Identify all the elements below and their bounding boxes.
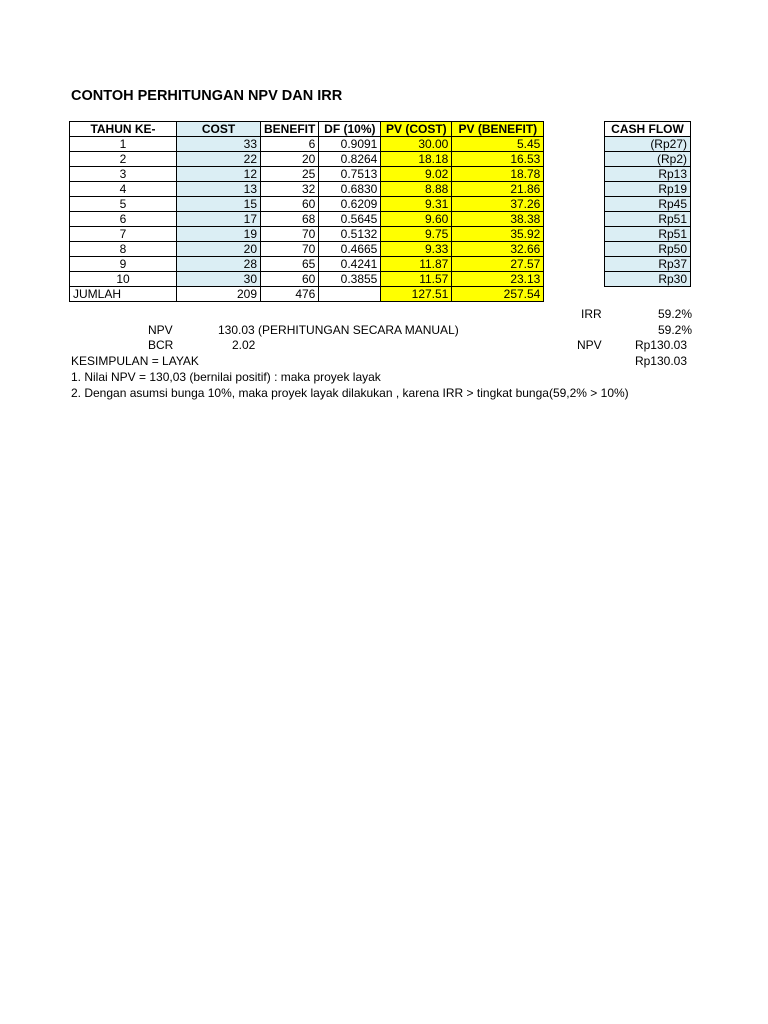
- cell-cost: 12: [177, 167, 261, 182]
- cash-flow-table: [604, 121, 691, 287]
- jumlah-pv-cost: 127.51: [381, 287, 452, 302]
- npv-right-value-2: Rp130.03: [634, 354, 687, 368]
- table-row: [70, 272, 544, 287]
- npv-right-label: NPV: [577, 338, 602, 352]
- cell-benefit: 25: [261, 167, 319, 182]
- cell-pv-benefit: 27.57: [452, 257, 544, 272]
- cell-pv-benefit: 32.66: [452, 242, 544, 257]
- cell-pv-benefit: 16.53: [452, 152, 544, 167]
- cell-df: 0.9091: [319, 137, 381, 152]
- cell-benefit: 60: [261, 272, 319, 287]
- irr-label: IRR: [581, 307, 602, 321]
- cell-tahun: 6: [70, 212, 177, 227]
- cell-pv-cost: 11.57: [381, 272, 452, 287]
- npv-right-value: Rp130.03: [634, 338, 687, 352]
- cell-pv-cost: 18.18: [381, 152, 452, 167]
- cell-cost: 13: [177, 182, 261, 197]
- npv-label: NPV: [148, 323, 173, 337]
- cell-pv-benefit: 21.86: [452, 182, 544, 197]
- cell-cash-flow: Rp19: [605, 182, 691, 197]
- cell-cash-flow: Rp37: [605, 257, 691, 272]
- cash-flow-row: [605, 167, 691, 182]
- cell-benefit: 70: [261, 227, 319, 242]
- cell-df: 0.7513: [319, 167, 381, 182]
- jumlah-pv-benefit: 257.54: [452, 287, 544, 302]
- cell-cash-flow: Rp30: [605, 272, 691, 287]
- cell-df: 0.4241: [319, 257, 381, 272]
- cell-cost: 30: [177, 272, 261, 287]
- table-row: [70, 257, 544, 272]
- cell-benefit: 20: [261, 152, 319, 167]
- cell-df: 0.6830: [319, 182, 381, 197]
- cash-flow-row: [605, 212, 691, 227]
- cell-tahun: 5: [70, 197, 177, 212]
- page-title: CONTOH PERHITUNGAN NPV DAN IRR: [71, 88, 343, 104]
- cell-cost: 33: [177, 137, 261, 152]
- cell-cash-flow: Rp51: [605, 212, 691, 227]
- cell-benefit: 6: [261, 137, 319, 152]
- cash-flow-row: [605, 272, 691, 287]
- jumlah-benefit: 476: [261, 287, 319, 302]
- table-row: [70, 242, 544, 257]
- table-row: [70, 227, 544, 242]
- cell-pv-benefit: 18.78: [452, 167, 544, 182]
- header-df: DF (10%): [319, 122, 381, 137]
- header-benefit: BENEFIT: [261, 122, 319, 137]
- cell-benefit: 32: [261, 182, 319, 197]
- cell-cash-flow: (Rp27): [605, 137, 691, 152]
- bcr-value: 2.02: [232, 338, 256, 352]
- cell-df: 0.6209: [319, 197, 381, 212]
- cash-flow-row: [605, 152, 691, 167]
- cell-benefit: 65: [261, 257, 319, 272]
- cell-tahun: 4: [70, 182, 177, 197]
- cell-cost: 19: [177, 227, 261, 242]
- table-row: [70, 197, 544, 212]
- cell-df: 0.4665: [319, 242, 381, 257]
- jumlah-df: [319, 287, 381, 302]
- table-row: [70, 182, 544, 197]
- cell-pv-cost: 9.02: [381, 167, 452, 182]
- cell-tahun: 1: [70, 137, 177, 152]
- jumlah-cost: 209: [177, 287, 261, 302]
- cell-cost: 17: [177, 212, 261, 227]
- irr-value-2: 59.2%: [657, 323, 692, 337]
- cash-flow-row: [605, 257, 691, 272]
- cell-pv-benefit: 37.26: [452, 197, 544, 212]
- cell-benefit: 60: [261, 197, 319, 212]
- cell-pv-benefit: 5.45: [452, 137, 544, 152]
- header-pv-benefit: PV (BENEFIT): [452, 122, 544, 137]
- table-row: [70, 137, 544, 152]
- cash-flow-row: [605, 227, 691, 242]
- cell-tahun: 8: [70, 242, 177, 257]
- irr-value: 59.2%: [657, 307, 692, 321]
- npv-manual-value: 130.03 (PERHITUNGAN SECARA MANUAL): [218, 323, 459, 337]
- cash-flow-row: [605, 182, 691, 197]
- cell-df: 0.3855: [319, 272, 381, 287]
- cell-df: 0.5645: [319, 212, 381, 227]
- header-tahun: TAHUN KE-: [70, 122, 177, 137]
- table-row: [70, 152, 544, 167]
- cell-cash-flow: Rp45: [605, 197, 691, 212]
- table-row: [70, 167, 544, 182]
- cell-pv-cost: 30.00: [381, 137, 452, 152]
- cell-pv-benefit: 35.92: [452, 227, 544, 242]
- cell-pv-cost: 9.31: [381, 197, 452, 212]
- cell-pv-cost: 8.88: [381, 182, 452, 197]
- jumlah-row: [70, 287, 544, 302]
- cell-cash-flow: (Rp2): [605, 152, 691, 167]
- header-cost: COST: [177, 122, 261, 137]
- header-cash-flow: CASH FLOW: [605, 122, 691, 137]
- kesimpulan: KESIMPULAN = LAYAK: [71, 354, 199, 368]
- cell-pv-cost: 11.87: [381, 257, 452, 272]
- note-2: 2. Dengan asumsi bunga 10%, maka proyek layak dilakukan , karena IRR > tingkat bunga(59,2% > 10%): [71, 386, 629, 400]
- cell-benefit: 70: [261, 242, 319, 257]
- cell-df: 0.8264: [319, 152, 381, 167]
- cell-pv-cost: 9.33: [381, 242, 452, 257]
- cell-cost: 28: [177, 257, 261, 272]
- cell-df: 0.5132: [319, 227, 381, 242]
- cell-cost: 22: [177, 152, 261, 167]
- cell-tahun: 7: [70, 227, 177, 242]
- cash-flow-header-row: [605, 122, 691, 137]
- cell-pv-cost: 9.75: [381, 227, 452, 242]
- cell-pv-cost: 9.60: [381, 212, 452, 227]
- cell-pv-benefit: 38.38: [452, 212, 544, 227]
- cash-flow-row: [605, 197, 691, 212]
- cash-flow-row: [605, 242, 691, 257]
- cash-flow-row: [605, 137, 691, 152]
- cell-benefit: 68: [261, 212, 319, 227]
- bcr-label: BCR: [148, 338, 174, 352]
- jumlah-label: JUMLAH: [70, 287, 177, 302]
- cell-cost: 20: [177, 242, 261, 257]
- header-pv-cost: PV (COST): [381, 122, 452, 137]
- table-row: [70, 212, 544, 227]
- cell-cash-flow: Rp51: [605, 227, 691, 242]
- cell-tahun: 2: [70, 152, 177, 167]
- note-1: 1. Nilai NPV = 130,03 (bernilai positif) : maka proyek layak: [71, 370, 381, 384]
- cell-tahun: 9: [70, 257, 177, 272]
- npv-table: [69, 121, 544, 302]
- cell-cost: 15: [177, 197, 261, 212]
- cell-tahun: 3: [70, 167, 177, 182]
- cell-pv-benefit: 23.13: [452, 272, 544, 287]
- table-header-row: [70, 122, 544, 137]
- cell-tahun: 10: [70, 272, 177, 287]
- cell-cash-flow: Rp50: [605, 242, 691, 257]
- cell-cash-flow: Rp13: [605, 167, 691, 182]
